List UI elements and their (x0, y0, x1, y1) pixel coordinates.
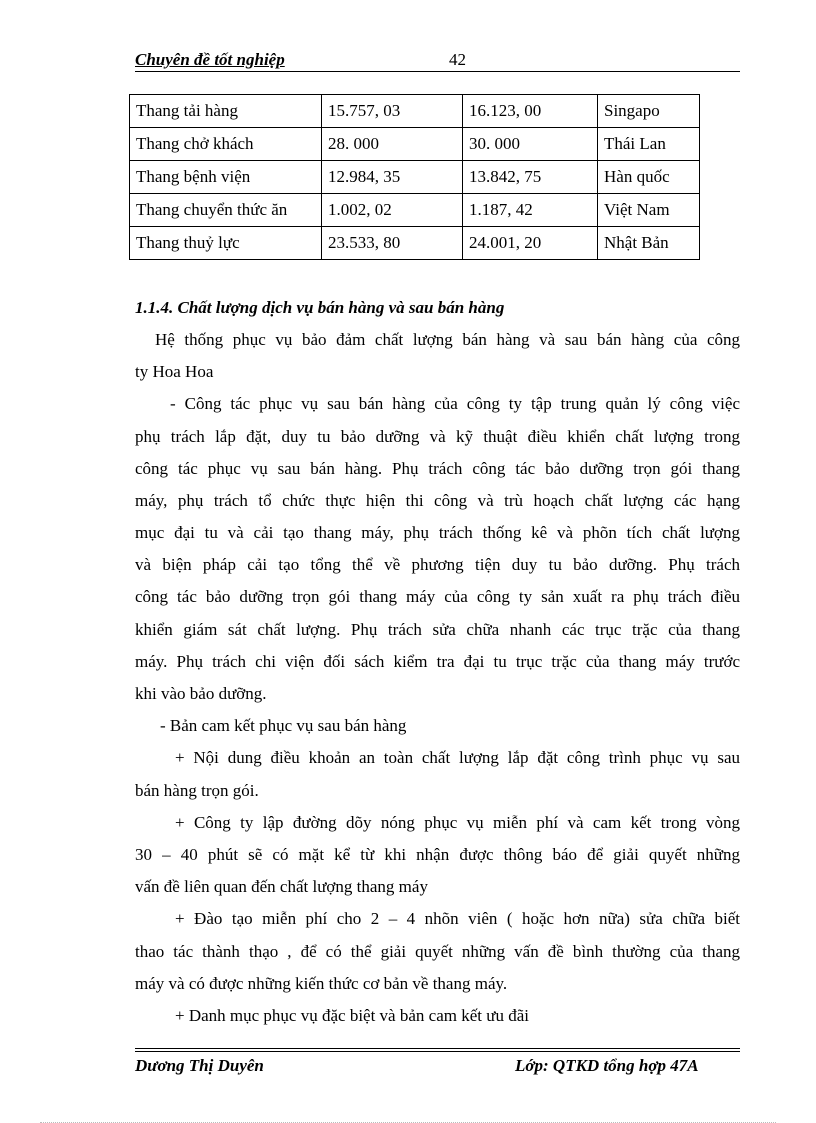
table-cell: 23.533, 80 (322, 227, 463, 260)
body-line: mục đại tu và cải tạo thang máy, phụ trách thống kê và phõn tích chất lượng (135, 523, 740, 542)
table-cell: 1.002, 02 (322, 194, 463, 227)
table-cell: Thái Lan (598, 128, 700, 161)
table-row (130, 95, 700, 128)
body-line: vấn đề liên quan đến chất lượng thang máy (135, 877, 428, 896)
body-line: + Nội dung điều khoản an toàn chất lượng lắp đặt công trình phục vụ sau (175, 748, 740, 767)
table-cell: 13.842, 75 (463, 161, 598, 194)
body-line: máy và có được những kiến thức cơ bản về thang máy. (135, 974, 508, 993)
body-line: - Công tác phục vụ sau bán hàng của công ty tập trung quản lý công việc (170, 394, 740, 413)
body-line: công tác bảo dưỡng trọn gói thang máy của công ty sản xuất ra phụ trách điều (135, 587, 740, 606)
page-number: 42 (449, 50, 466, 69)
body-line: + Đào tạo miễn phí cho 2 – 4 nhõn viên ( hoặc hơn nữa) sửa chữa biết (175, 909, 740, 928)
table-cell: Thang tải hàng (130, 95, 322, 128)
table-cell: Thang bệnh viện (130, 161, 322, 194)
table-row (130, 227, 700, 260)
footer-rule (135, 1048, 740, 1049)
body-line: - Bản cam kết phục vụ sau bán hàng (160, 716, 407, 735)
body-line: + Danh mục phục vụ đặc biệt và bản cam kết ưu đãi (175, 1006, 529, 1025)
body-line: ty Hoa Hoa (135, 362, 214, 381)
table-cell: 30. 000 (463, 128, 598, 161)
body-line: + Công ty lập đường dõy nóng phục vụ miễn phí và cam kết trong vòng (175, 813, 740, 832)
table-cell: Việt Nam (598, 194, 700, 227)
table-cell: Thang chở khách (130, 128, 322, 161)
footer-rule (135, 1051, 740, 1052)
table-row (130, 161, 700, 194)
table-row (130, 194, 700, 227)
table-cell: 1.187, 42 (463, 194, 598, 227)
body-line: khi vào bảo dưỡng. (135, 684, 267, 703)
body-line: công tác phục vụ sau bán hàng. Phụ trách công tác bảo dưỡng trọn gói thang (135, 459, 740, 478)
body-line: và biện pháp cải tạo tổng thể về phương tiện duy tu bảo dưỡng. Phụ trách (135, 555, 740, 574)
body-line: máy. Phụ trách chi viện đối sách kiểm tra đại tu trục trặc của thang máy trước (135, 652, 740, 671)
table-cell: Thang thuỷ lực (130, 227, 322, 260)
footer-class: Lớp: QTKD tổng hợp 47A (515, 1056, 699, 1075)
body-line: phụ trách lắp đặt, duy tu bảo dưỡng và kỹ thuật điều khiển chất lượng trong (135, 427, 740, 446)
body-line: máy, phụ trách tổ chức thực hiện thi công và trù hoạch chất lượng các hạng (135, 491, 740, 510)
table-cell: Singapo (598, 95, 700, 128)
page-header (135, 50, 740, 72)
header-title: Chuyên đề tốt nghiệp (135, 50, 285, 69)
price-table (129, 94, 700, 260)
footer-author: Dương Thị Duyên (135, 1056, 264, 1075)
body-line: thao tác thành thạo , để có thể giải quyết những vấn đề bình thường của thang (135, 942, 740, 961)
body-line: khiển giám sát chất lượng. Phụ trách sửa chữa nhanh các trục trặc của thang (135, 620, 740, 639)
body-line: Hệ thống phục vụ bảo đảm chất lượng bán hàng và sau bán hàng của công (155, 330, 740, 349)
table-cell: 28. 000 (322, 128, 463, 161)
section-heading: 1.1.4. Chất lượng dịch vụ bán hàng và sau bán hàng (135, 298, 505, 317)
table-cell: Thang chuyển thức ăn (130, 194, 322, 227)
table-cell: Hàn quốc (598, 161, 700, 194)
table-row (130, 128, 700, 161)
table-cell: 15.757, 03 (322, 95, 463, 128)
table-cell: 24.001, 20 (463, 227, 598, 260)
table-cell: Nhật Bản (598, 227, 700, 260)
header-rule (135, 71, 740, 72)
body-line: bán hàng trọn gói. (135, 781, 259, 800)
body-line: 30 – 40 phút sẽ có mặt kể từ khi nhận được thông báo để giải quyết những (135, 845, 740, 864)
table-cell: 16.123, 00 (463, 95, 598, 128)
table-cell: 12.984, 35 (322, 161, 463, 194)
